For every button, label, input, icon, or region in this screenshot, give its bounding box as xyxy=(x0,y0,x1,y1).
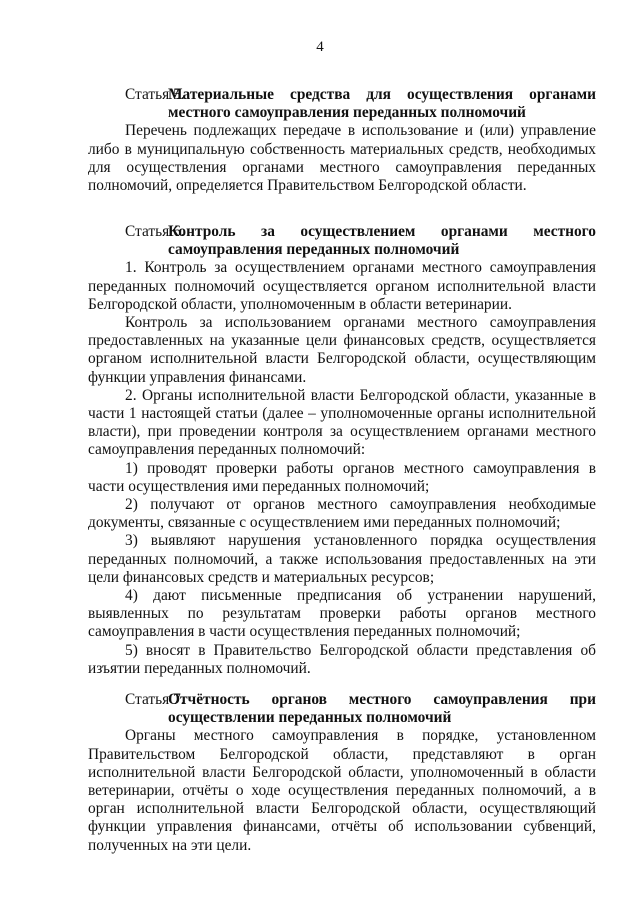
paragraph: Перечень подлежащих передаче в использование и (или) управление либо в муниципальную собственность материальных средств, необходимых для осуществления органами местного самоуправления переданных полномочий, определяется Правительством Белгородской области. xyxy=(88,122,596,195)
list-item: 5) вносят в Правительство Белгородской области представления об изъятии переданных полномочий. xyxy=(88,641,596,677)
article-7 xyxy=(88,691,596,855)
article-title: Отчётность органов местного самоуправления при осуществлении переданных полномочий xyxy=(168,691,596,727)
article-label: Статья 6. xyxy=(125,223,185,240)
list-item: 2) получают от органов местного самоуправления необходимые документы, связанные с осуществлением ими переданных полномочий; xyxy=(88,496,596,532)
article-heading xyxy=(88,223,596,259)
article-6 xyxy=(88,223,596,678)
article-label: Статья 7. xyxy=(125,691,185,708)
article-heading xyxy=(88,691,596,727)
list-item: 1) проводят проверки работы органов местного самоуправления в части осуществления ими переданных полномочий; xyxy=(88,459,596,495)
list-item: 4) дают письменные предписания об устранении нарушений, выявленных по результатам проверки работы органов местного самоуправления в части осуществления переданных полномочий; xyxy=(88,587,596,641)
paragraph: Органы местного самоуправления в порядке, установленном Правительством Белгородской области, представляют в орган исполнительной власти Белгородской области, уполномоченный в области ветеринарии, отчёты о ходе осуществления переданных полномочий, а в орган исполнительной власти Белгородской области, осуществляющий функции управления финансами, отчёты об использовании субвенций, полученных на эти цели. xyxy=(88,727,596,854)
article-5 xyxy=(88,86,596,195)
paragraph: 2. Органы исполнительной власти Белгородской области, указанные в части 1 настоящей статьи (далее – уполномоченные органы исполнительной власти), при проведении контроля за осуществлением органами местного самоуправления переданных полномочий: xyxy=(88,386,596,459)
article-title: Контроль за осуществлением органами местного самоуправления переданных полномочий xyxy=(168,223,596,259)
list-item: 3) выявляют нарушения установленного порядка осуществления переданных полномочий, а также использования предоставленных на эти цели финансовых средств и материальных ресурсов; xyxy=(88,532,596,586)
paragraph: 1. Контроль за осуществлением органами местного самоуправления переданных полномочий осуществляется органом исполнительной власти Белгородской области, уполномоченным в области ветеринарии. xyxy=(88,259,596,313)
article-label: Статья 5. xyxy=(125,86,185,103)
article-title: Материальные средства для осуществления органами местного самоуправления переданных полномочий xyxy=(168,86,596,122)
page-number: 4 xyxy=(316,39,324,55)
paragraph: Контроль за использованием органами местного самоуправления предоставленных на указанные цели финансовых средств, осуществляется органом исполнительной власти Белгородской области, осуществляющим функции управления финансами. xyxy=(88,314,596,386)
article-heading xyxy=(88,86,596,122)
